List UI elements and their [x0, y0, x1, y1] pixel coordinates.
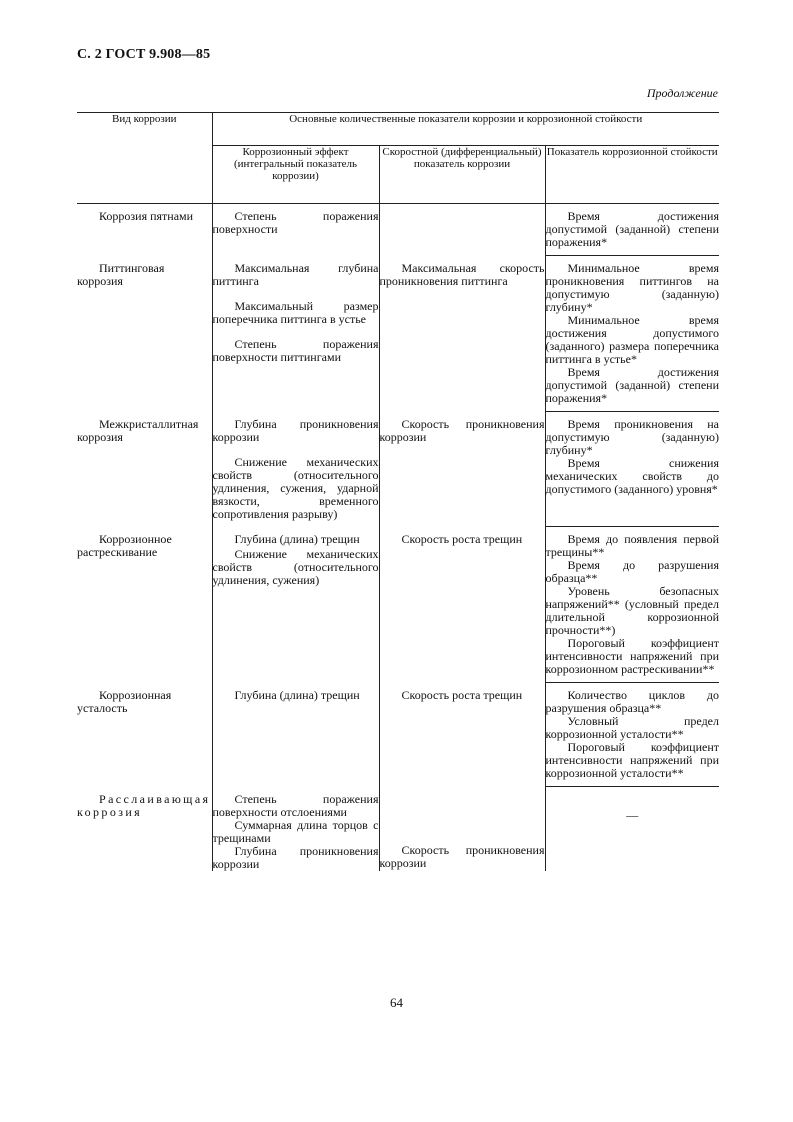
resistance-cell [545, 527, 719, 683]
corrosion-kind: Коррозия пятнами [99, 209, 194, 223]
corrosion-indicators-table [77, 112, 719, 871]
speed-item: Скорость проникновения коррозии [379, 842, 545, 870]
column-header-effect: Коррозионный эффект (интегральный показатель коррозии) [212, 146, 379, 204]
effect-item: Глубина проникновения коррозии [212, 843, 379, 871]
table-row [77, 527, 719, 683]
corrosion-kind-cell [77, 412, 212, 527]
speed-item: Скорость роста трещин [401, 531, 523, 546]
table-row [77, 412, 719, 527]
effect-cell [212, 256, 379, 412]
effect-cell [212, 412, 379, 527]
resistance-cell [545, 412, 719, 527]
effect-cell [212, 787, 379, 871]
corrosion-kind-cell [77, 683, 212, 787]
corrosion-kind-cell [77, 527, 212, 683]
resistance-item: Время достижения допустимой (заданной) степени поражения* [545, 365, 719, 405]
resistance-cell [545, 787, 719, 871]
table-row [77, 204, 719, 256]
speed-cell [379, 683, 545, 787]
document-header: С. 2 ГОСТ 9.908—85 [77, 47, 211, 62]
effect-cell [212, 527, 379, 683]
effect-item: Снижение механических свойств (относительного удлинения, сужения) [212, 546, 379, 587]
speed-item: Скорость роста трещин [401, 687, 523, 702]
speed-cell [379, 787, 545, 871]
column-header-kind: Вид коррозии [77, 113, 212, 204]
effect-item: Максимальный размер поперечника питтинга в устье [212, 298, 379, 326]
corrosion-kind-cell [77, 787, 212, 871]
effect-item: Суммарная длина торцов с трещинами [212, 817, 379, 845]
effect-item: Степень поражения поверхности [212, 209, 379, 236]
resistance-item: Минимальное время достижения допустимого (заданного) размера поперечника питтинга в устье* [545, 313, 719, 366]
corrosion-kind: Питтинговая коррозия [77, 260, 165, 288]
effect-item: Максимальная глубина питтинга [212, 260, 379, 288]
table-row [77, 787, 719, 871]
corrosion-kind-cell [77, 204, 212, 256]
column-header-resistance: Показатель коррозионной стойкости [545, 146, 719, 204]
table-row [77, 256, 719, 412]
corrosion-kind-cell [77, 256, 212, 412]
effect-cell [212, 204, 379, 256]
resistance-item: Условный предел коррозионной усталости** [545, 714, 719, 741]
corrosion-kind: Межкристаллитная коррозия [77, 416, 199, 444]
resistance-item: — [626, 808, 639, 822]
resistance-cell [545, 256, 719, 412]
effect-item: Степень поражения поверхности отслоениями [212, 791, 379, 819]
table-row [77, 683, 719, 787]
speed-item: Скорость проникновения коррозии [379, 416, 545, 444]
corrosion-kind: Коррозионное растрескивание [77, 531, 172, 559]
speed-cell [379, 527, 545, 683]
effect-item: Глубина проникновения коррозии [212, 416, 379, 444]
resistance-item: Время до разрушения образца** [545, 558, 719, 585]
effect-item: Степень поражения поверхности питтингами [212, 336, 379, 364]
column-header-main: Основные количественные показатели коррозии и коррозионной стойкости [212, 113, 719, 146]
effect-item: Глубина (длина) трещин [234, 687, 360, 702]
continuation-label: Продолжение [646, 86, 718, 100]
resistance-item: Уровень безопасных напряжений** (условный предел длительной коррозионной прочности**) [545, 584, 719, 637]
page-number: 64 [390, 995, 403, 1010]
speed-item: Максимальная скорость проникновения питтинга [379, 260, 545, 288]
speed-cell [379, 256, 545, 412]
resistance-item: Пороговый коэффициент интенсивности напряжений при коррозионном растрескивании** [545, 636, 719, 676]
resistance-item: Время до появления первой трещины** [545, 532, 719, 559]
corrosion-kind: Коррозионная усталость [77, 687, 172, 715]
resistance-item: Пороговый коэффициент интенсивности напряжений при коррозионной усталости** [545, 740, 719, 780]
resistance-cell [545, 683, 719, 787]
effect-cell [212, 683, 379, 787]
resistance-item: Время проникновения на допустимую (заданную) глубину* [545, 417, 719, 457]
speed-cell [379, 204, 545, 256]
resistance-item: Минимальное время проникновения питтингов на допустимую (заданную) глубину* [545, 261, 719, 314]
resistance-item: Время достижения допустимой (заданной) степени поражения* [545, 209, 719, 249]
corrosion-kind: Расслаивающая коррозия [77, 791, 211, 819]
resistance-item: Время снижения механических свойств до допустимого (заданного) уровня* [545, 456, 719, 496]
effect-item: Снижение механических свойств (относительного удлинения, сужения, ударной вязкости, временного сопротивления разрыву) [212, 454, 379, 521]
speed-cell [379, 412, 545, 527]
column-header-speed: Скоростной (дифференциальный) показатель коррозии [379, 146, 545, 204]
resistance-item: Количество циклов до разрушения образца** [545, 688, 719, 715]
effect-item: Глубина (длина) трещин [234, 531, 360, 546]
resistance-cell [545, 204, 719, 256]
